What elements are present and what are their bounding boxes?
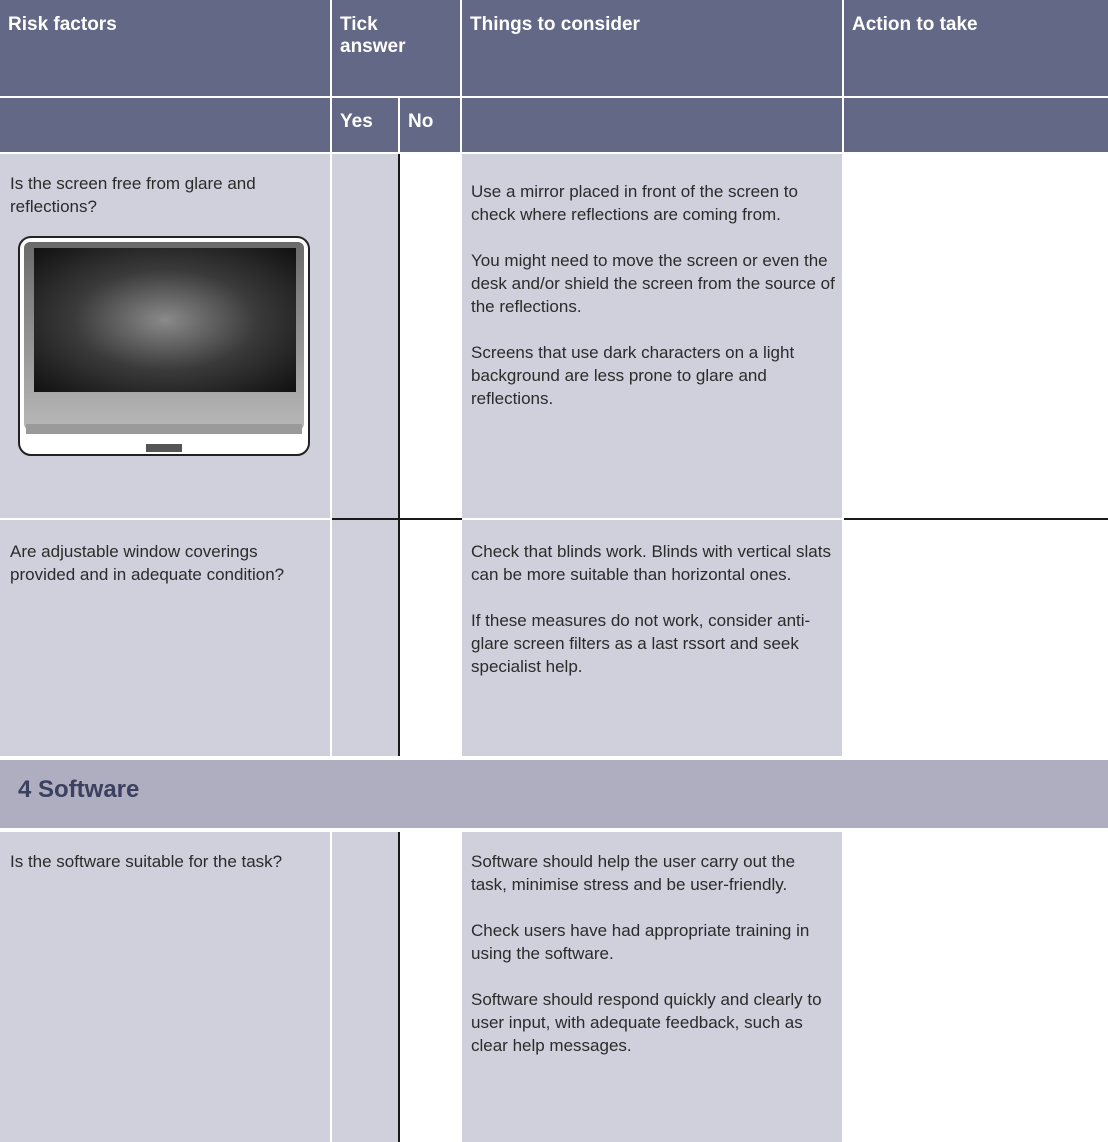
divider-row1-row2-left bbox=[332, 518, 462, 520]
header-no-label: No bbox=[408, 111, 434, 132]
row1-consider-para-2: You might need to move the screen or even the desk and/or shield the screen from the source of the reflections. bbox=[471, 251, 835, 316]
header-action-to-take bbox=[844, 0, 1108, 96]
row2-consider-para-2: If these measures do not work, consider anti-glare screen filters as a last rssort and seek specialist help. bbox=[471, 611, 811, 676]
header-things-to-consider-label: Things to consider bbox=[470, 14, 640, 35]
header-action-to-take-label: Action to take bbox=[852, 14, 978, 35]
header-yes bbox=[332, 98, 398, 152]
header-sub-consider bbox=[462, 98, 842, 152]
row2-risk-text: Are adjustable window coverings provided and in adequate condition? bbox=[10, 542, 285, 584]
row1-action-cell[interactable] bbox=[844, 154, 1108, 518]
row1-consider-para-3: Screens that use dark characters on a light background are less prone to glare and reflections. bbox=[471, 343, 795, 408]
row2-risk-cell bbox=[0, 520, 330, 756]
section-title: 4 Software bbox=[18, 776, 140, 803]
header-tick-answer bbox=[332, 0, 460, 96]
software-row-action-cell[interactable] bbox=[844, 832, 1108, 1142]
software-row-risk-cell bbox=[0, 832, 330, 1142]
software-row-consider-cell bbox=[462, 832, 842, 1142]
row1-consider-cell bbox=[462, 154, 842, 518]
divider-yes-no-software bbox=[398, 832, 400, 1142]
divider-row1-row2-right bbox=[844, 518, 1108, 520]
software-row-yes-cell[interactable] bbox=[332, 832, 398, 1142]
header-sub-risk bbox=[0, 98, 330, 152]
header-risk-factors bbox=[0, 0, 330, 96]
software-row-risk-text: Is the software suitable for the task? bbox=[10, 852, 283, 871]
row1-yes-cell[interactable] bbox=[332, 154, 398, 518]
row2-consider-text bbox=[471, 540, 839, 701]
row1-consider-text bbox=[471, 180, 837, 433]
software-consider-para-1: Software should help the user carry out the task, minimise stress and be user-friendly. bbox=[471, 852, 796, 894]
header-tick-answer-label: Tick answer bbox=[340, 14, 406, 57]
monitor-icon bbox=[18, 236, 310, 460]
header-sub-action bbox=[844, 98, 1108, 152]
row2-no-cell[interactable] bbox=[400, 520, 460, 756]
software-row-consider-text bbox=[471, 850, 833, 1080]
row2-action-cell[interactable] bbox=[844, 520, 1108, 756]
divider-yes-no-row1 bbox=[398, 154, 400, 756]
header-no bbox=[400, 98, 460, 152]
header-things-to-consider bbox=[462, 0, 842, 96]
row2-consider-para-1: Check that blinds work. Blinds with vertical slats can be more suitable than horizontal ones. bbox=[471, 542, 831, 584]
software-row-no-cell[interactable] bbox=[400, 832, 460, 1142]
software-consider-para-2: Check users have had appropriate training in using the software. bbox=[471, 921, 810, 963]
row1-risk-text: Is the screen free from glare and reflections? bbox=[10, 174, 256, 216]
row2-consider-cell bbox=[462, 520, 842, 756]
row1-consider-para-1: Use a mirror placed in front of the screen to check where reflections are coming from. bbox=[471, 182, 798, 224]
section-header-software bbox=[0, 760, 1108, 828]
row1-no-cell[interactable] bbox=[400, 154, 460, 518]
software-consider-para-3: Software should respond quickly and clearly to user input, with adequate feedback, such as clear help messages. bbox=[471, 990, 822, 1055]
row1-risk-cell bbox=[0, 154, 330, 518]
header-yes-label: Yes bbox=[340, 111, 373, 132]
header-risk-factors-label: Risk factors bbox=[8, 14, 117, 35]
row2-yes-cell[interactable] bbox=[332, 520, 398, 756]
